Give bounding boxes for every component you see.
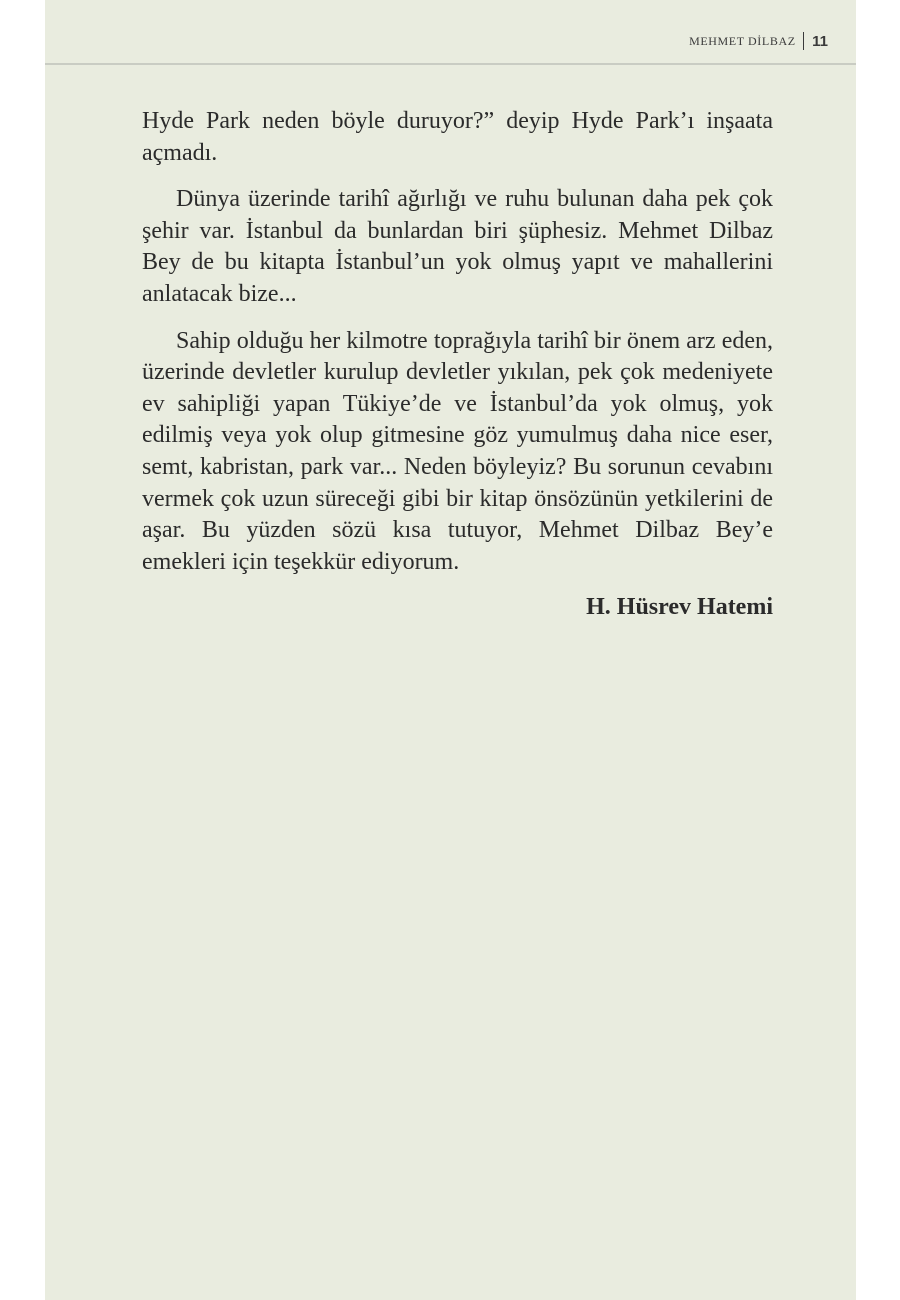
paragraph-2: Dünya üzerinde tarihî ağırlığı ve ruhu bulunan daha pek çok şehir var. İstanbul da bunlardan biri şüphesiz. Mehmet Dilbaz Bey de bu kitapta İstanbul’un yok olmuş yapıt ve mahallerini anlatacak bize... [142,186,773,307]
running-head-author: MEHMET DİLBAZ [689,33,796,48]
header-rule [45,63,856,65]
page-number: 11 [812,32,828,50]
paragraph-3: Sahip olduğu her kilmotre toprağıyla tarihî bir önem arz eden, üzerinde devletler kurulup devletler yıkılan, pek çok medeniyete ev sahipliği yapan Tükiye’de ve İstanbul’da yok olmuş, yok edilmiş veya yok olup gitmesine göz yumulmuş daha nice eser, semt, kabristan, park var... Neden böyleyiz? Bu sorunun cevabını vermek çok uzun süreceği gibi bir kitap önsözünün yetkilerini de aşar. Bu yüzden sözü kısa tutuyor, Mehmet Dilbaz Bey’e emekleri için teşekkür ediyorum. [142,327,773,575]
running-head [689,30,828,52]
body-text [142,106,773,593]
running-head-separator [803,32,805,50]
paragraph-1: Hyde Park neden böyle duruyor?” deyip Hyde Park’ı inşaata açmadı. [142,108,773,166]
author-signature: H. Hüsrev Hatemi [586,594,773,620]
book-page [45,0,856,1300]
